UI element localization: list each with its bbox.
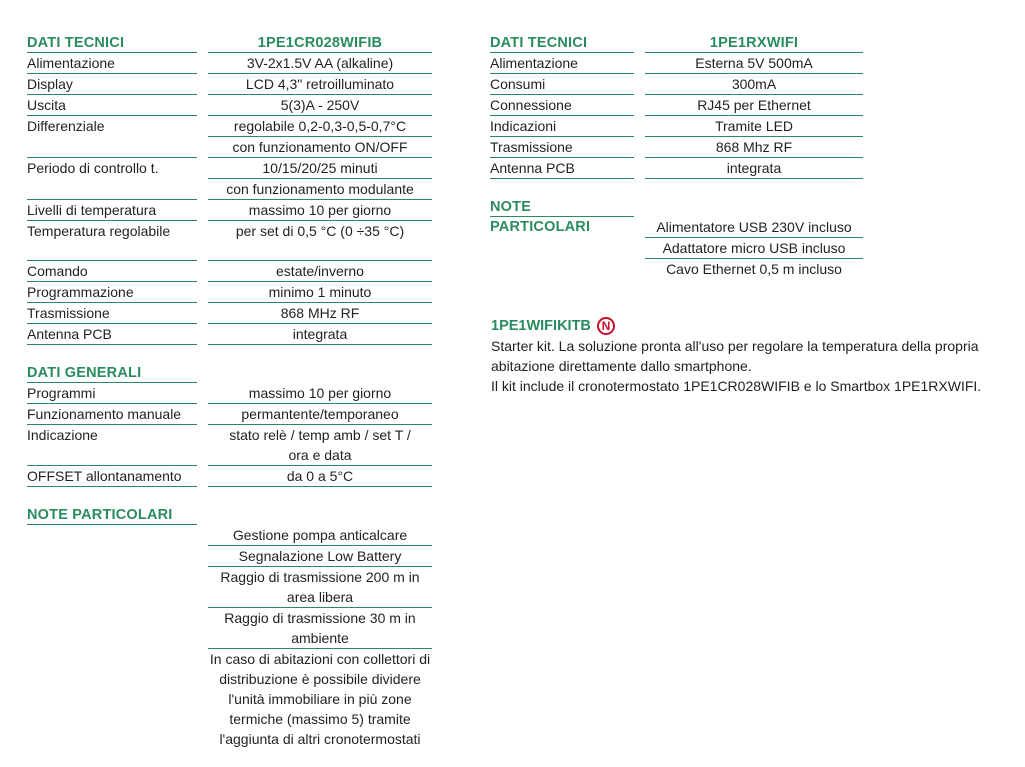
kit-description-line: abitazione direttamente dallo smartphone. xyxy=(491,358,752,374)
left-tech-section xyxy=(27,33,432,345)
row-value: 868 MHz RF xyxy=(208,303,432,324)
table-row xyxy=(27,158,432,179)
new-badge-icon: N xyxy=(597,317,615,335)
list-item xyxy=(490,238,863,259)
row-value: Tramite LED xyxy=(645,116,863,137)
table-row xyxy=(27,179,432,200)
right-column xyxy=(490,33,863,297)
row-value: massimo 10 per giorno xyxy=(208,383,432,404)
row-value: integrata xyxy=(208,324,432,345)
row-label: Programmi xyxy=(27,383,197,404)
row-value: 10/15/20/25 minuti xyxy=(208,158,432,179)
table-row xyxy=(490,53,863,74)
row-label: OFFSET allontanamento xyxy=(27,466,197,487)
table-row xyxy=(490,158,863,179)
kit-title xyxy=(491,316,1016,336)
row-label: Comando xyxy=(27,261,197,282)
table-row xyxy=(27,116,432,137)
row-value: ora e data xyxy=(208,445,432,466)
row-label: Connessione xyxy=(490,95,634,116)
row-label: Trasmissione xyxy=(490,137,634,158)
table-row xyxy=(27,303,432,324)
table-row xyxy=(27,221,432,241)
row-value: con funzionamento ON/OFF xyxy=(208,137,432,158)
left-notes-header xyxy=(27,505,432,525)
row-value: estate/inverno xyxy=(208,261,432,282)
table-row xyxy=(27,200,432,221)
left-column xyxy=(27,33,432,767)
row-value: integrata xyxy=(645,158,863,179)
list-item xyxy=(27,546,432,567)
list-item xyxy=(27,525,432,546)
list-item xyxy=(490,259,863,279)
row-value: per set di 0,5 °C (0 ÷35 °C) xyxy=(235,223,405,239)
left-general-section xyxy=(27,363,432,487)
row-label: Alimentazione xyxy=(27,53,197,74)
table-row xyxy=(27,404,432,425)
row-value: Esterna 5V 500mA xyxy=(645,53,863,74)
row-label: Consumi xyxy=(490,74,634,95)
row-value: massimo 10 per giorno xyxy=(208,200,432,221)
right-notes-section xyxy=(490,197,863,279)
note-text: Raggio di trasmissione 30 m in ambiente xyxy=(208,608,432,649)
row-label xyxy=(27,179,197,200)
list-item xyxy=(490,217,863,238)
table-row xyxy=(490,74,863,95)
row-value: 868 Mhz RF xyxy=(645,137,863,158)
note-text: Adattatore micro USB incluso xyxy=(645,238,863,259)
left-general-header xyxy=(27,363,432,383)
row-value: RJ45 per Ethernet xyxy=(645,95,863,116)
row-label: Indicazione xyxy=(27,427,98,443)
table-row xyxy=(27,282,432,303)
row-label: Antenna PCB xyxy=(490,158,634,179)
row-label xyxy=(27,137,197,158)
right-tech-header xyxy=(490,33,863,53)
left-notes-section xyxy=(27,505,432,749)
row-value: da 0 a 5°C xyxy=(208,466,432,487)
row-label: Display xyxy=(27,74,197,95)
left-notes-title: NOTE PARTICOLARI xyxy=(27,505,197,525)
note-text: In caso di abitazioni con collettori di distribuzione è possibile dividere l'unità immobiliare in più zone termiche (massimo 5) tramite l'aggiunta di altri cronotermostati xyxy=(209,651,431,747)
row-value: minimo 1 minuto xyxy=(208,282,432,303)
table-row xyxy=(27,445,432,466)
row-label: Alimentazione xyxy=(490,53,634,74)
left-tech-title: DATI TECNICI xyxy=(27,33,197,53)
kit-block xyxy=(491,316,1016,396)
list-item xyxy=(27,608,432,649)
right-tech-model: 1PE1RXWIFI xyxy=(645,33,863,53)
row-label: Funzionamento manuale xyxy=(27,404,197,425)
table-row xyxy=(27,53,432,74)
kit-code: 1PE1WIFIKITB xyxy=(491,318,591,334)
row-label: Trasmissione xyxy=(27,303,197,324)
table-row xyxy=(27,466,432,487)
kit-description-line: Starter kit. La soluzione pronta all'uso per regolare la temperatura della propria xyxy=(491,338,979,354)
note-text: Gestione pompa anticalcare xyxy=(208,525,432,546)
row-value: 3V-2x1.5V AA (alkaline) xyxy=(208,53,432,74)
row-value: permantente/temporaneo xyxy=(208,404,432,425)
table-row xyxy=(27,74,432,95)
row-value: 300mA xyxy=(645,74,863,95)
left-tech-model: 1PE1CR028WIFIB xyxy=(208,33,432,53)
row-label: Periodo di controllo t. xyxy=(27,160,159,176)
left-general-title: DATI GENERALI xyxy=(27,363,197,383)
right-tech-section xyxy=(490,33,863,179)
note-text: Segnalazione Low Battery xyxy=(208,546,432,567)
table-row xyxy=(27,261,432,282)
kit-description-line: Il kit include il cronotermostato 1PE1CR028WIFIB e lo Smartbox 1PE1RXWIFI. xyxy=(491,378,982,394)
list-item xyxy=(27,567,432,608)
row-label: Uscita xyxy=(27,95,197,116)
note-text: Raggio di trasmissione 200 m in area libera xyxy=(208,567,432,608)
row-label: Differenziale xyxy=(27,118,105,134)
row-label: Indicazioni xyxy=(490,116,634,137)
table-row xyxy=(490,137,863,158)
row-value: regolabile 0,2-0,3-0,5-0,7°C xyxy=(208,116,432,137)
left-tech-header xyxy=(27,33,432,53)
row-value: LCD 4,3" retroilluminato xyxy=(208,74,432,95)
row-value: con funzionamento modulante xyxy=(208,179,432,200)
right-tech-title: DATI TECNICI xyxy=(490,33,634,53)
table-row xyxy=(490,116,863,137)
note-text: Cavo Ethernet 0,5 m incluso xyxy=(666,261,842,277)
table-row xyxy=(490,95,863,116)
table-row xyxy=(27,137,432,158)
row-label: Programmazione xyxy=(27,282,197,303)
note-text: Alimentatore USB 230V incluso xyxy=(645,217,863,238)
table-row xyxy=(27,425,432,445)
row-label: Antenna PCB xyxy=(27,324,197,345)
row-label: Temperatura regolabile xyxy=(27,223,171,239)
right-notes-title: NOTE PARTICOLARI xyxy=(490,197,634,217)
table-row xyxy=(27,95,432,116)
list-item xyxy=(27,649,432,749)
table-row xyxy=(27,383,432,404)
row-label: Livelli di temperatura xyxy=(27,200,197,221)
row-label xyxy=(27,241,197,261)
table-row xyxy=(27,324,432,345)
row-label xyxy=(27,445,197,466)
row-value xyxy=(208,241,432,261)
row-value: 5(3)A - 250V xyxy=(208,95,432,116)
row-value: stato relè / temp amb / set T / xyxy=(229,427,411,443)
table-row xyxy=(27,241,432,261)
